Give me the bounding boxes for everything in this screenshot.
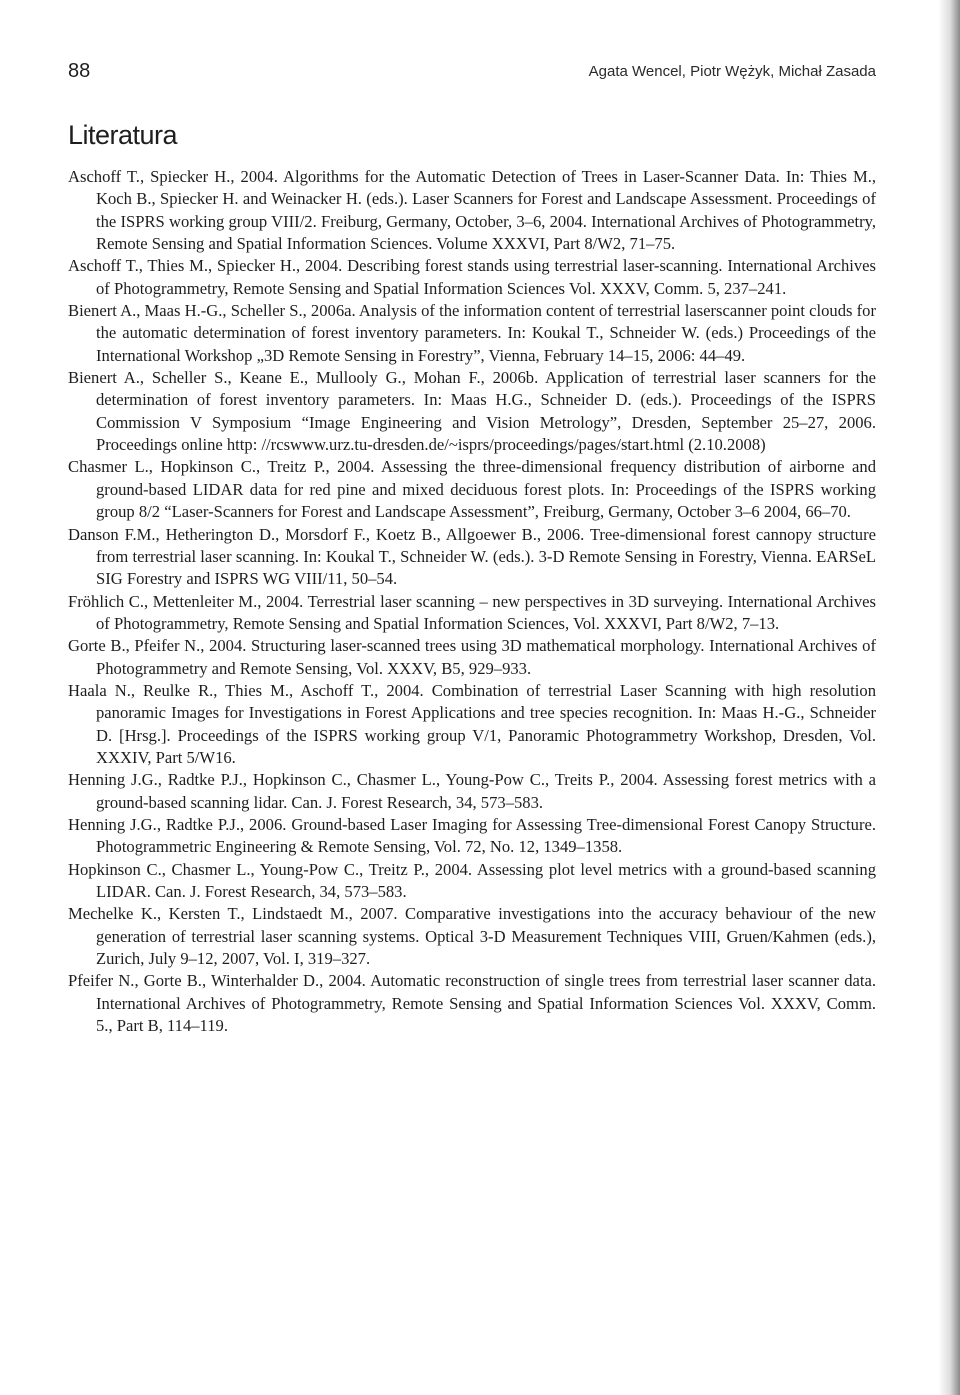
- reference-item: Gorte B., Pfeifer N., 2004. Structuring laser-scanned trees using 3D mathematical morphology. International Archives of Photogrammetry and Remote Sensing, Vol. XXXV, B5, 929–933.: [68, 636, 876, 678]
- reference-item: Aschoff T., Thies M., Spiecker H., 2004. Describing forest stands using terrestrial laser-scanning. International Archives of Photogrammetry, Remote Sensing and Spatial Information Sciences Vol. XXXV, Comm. 5, 237–241.: [68, 256, 876, 298]
- reference-item: Fröhlich C., Mettenleiter M., 2004. Terrestrial laser scanning – new perspectives in 3D surveying. International Archives of Photogrammetry, Remote Sensing and Spatial Information Sciences, Vol. XXXVI, Part 8/W2, 7–13.: [68, 591, 876, 633]
- reference-item: Bienert A., Scheller S., Keane E., Mullooly G., Mohan F., 2006b. Application of terrestrial laser scanners for the determination of forest inventory parameters. In: Maas H.G., Schneider D. (eds.). Proceedings of the ISPRS Commission V Symposium “Image Engineering and Vision Metrology”, Dresden, September 25–27, 2006. Proceedings online http: //rcswww.urz.tu-dresden.de/~isprs/proceedings/pages/start.html (2.10.2008): [68, 368, 876, 455]
- reference-item: Chasmer L., Hopkinson C., Treitz P., 2004. Assessing the three-dimensional frequency distribution of airborne and ground-based LIDAR data for red pine and mixed deciduous forest plots. In: Proceedings of the ISPRS working group 8/2 “Laser-Scanners for Forest and Landscape Assessment”, Freiburg, Germany, October 3–6 2004, 66–70.: [68, 457, 876, 522]
- section-title: Literatura: [68, 120, 178, 150]
- reference-item: Hopkinson C., Chasmer L., Young-Pow C., Treitz P., 2004. Assessing plot level metrics with a ground-based scanning LIDAR. Can. J. Forest Research, 34, 573–583.: [68, 859, 876, 901]
- reference-item: Mechelke K., Kersten T., Lindstaedt M., 2007. Comparative investigations into the accuracy behaviour of the new generation of terrestrial laser scanning systems. Optical 3-D Measurement Techniques VIII, Gruen/Kahmen (eds.), Zurich, July 9–12, 2007, Vol. I, 319–327.: [68, 904, 876, 969]
- reference-item: Bienert A., Maas H.-G., Scheller S., 2006a. Analysis of the information content of terrestrial laserscanner point clouds for the automatic determination of forest inventory parameters. In: Koukal T., Schneider W. (eds.) Proceedings of the International Workshop „3D Remote Sensing in Forestry”, Vienna, February 14–15, 2006: 44–49.: [68, 301, 876, 365]
- reference-item: Danson F.M., Hetherington D., Morsdorf F., Koetz B., Allgoewer B., 2006. Tree-dimensional forest cannopy structure from terrestrial laser scanning. In: Koukal T., Schneider W. (eds.). 3-D Remote Sensing in Forestry, Vienna. EARSeL SIG Forestry and ISPRS WG VIII/11, 50–54.: [68, 524, 876, 589]
- reference-item: Aschoff T., Spiecker H., 2004. Algorithms for the Automatic Detection of Trees in Laser-Scanner Data. In: Thies M., Koch B., Spiecker H. and Weinacker H. (eds.). Laser Scanners for Forest and Landscape Assessment. Proceedings of the ISPRS working group VIII/2. Freiburg, Germany, October, 3–6, 2004. International Archives of Photogrammetry, Remote Sensing and Spatial Information Sciences. Volume XXXVI, Part 8/W2, 71–75.: [68, 167, 876, 254]
- page-header: [68, 58, 876, 88]
- reference-item: Pfeifer N., Gorte B., Winterhalder D., 2004. Automatic reconstruction of single trees from terrestrial laser scanner data. International Archives of Photogrammetry, Remote Sensing and Spatial Information Sciences Vol. XXXV, Comm. 5., Part B, 114–119.: [68, 971, 876, 1036]
- reference-item: Henning J.G., Radtke P.J., 2006. Ground-based Laser Imaging for Assessing Tree-dimensional Forest Canopy Structure. Photogrammetric Engineering & Remote Sensing, Vol. 72, No. 12, 1349–1358.: [68, 814, 876, 857]
- page-edge-shadow: [938, 0, 960, 1395]
- reference-item: Henning J.G., Radtke P.J., Hopkinson C., Chasmer L., Young-Pow C., Treits P., 2004. Assessing forest metrics with a ground-based scanning lidar. Can. J. Forest Research, 34, 573–583.: [68, 770, 876, 812]
- page-number: 88: [68, 60, 91, 82]
- reference-item: Haala N., Reulke R., Thies M., Aschoff T., 2004. Combination of terrestrial Laser Scanning with high resolution panoramic Images for Investigations in Forest Applications and tree species recognition. In: Maas H.-G., Schneider D. [Hrsg.]. Proceedings of the ISPRS working group V/1, Panoramic Photogrammetry Workshop, Dresden, Vol. XXXIV, Part 5/W16.: [68, 680, 876, 767]
- reference-list: [68, 166, 876, 1037]
- running-head-authors: Agata Wencel, Piotr Wężyk, Michał Zasada: [588, 63, 876, 80]
